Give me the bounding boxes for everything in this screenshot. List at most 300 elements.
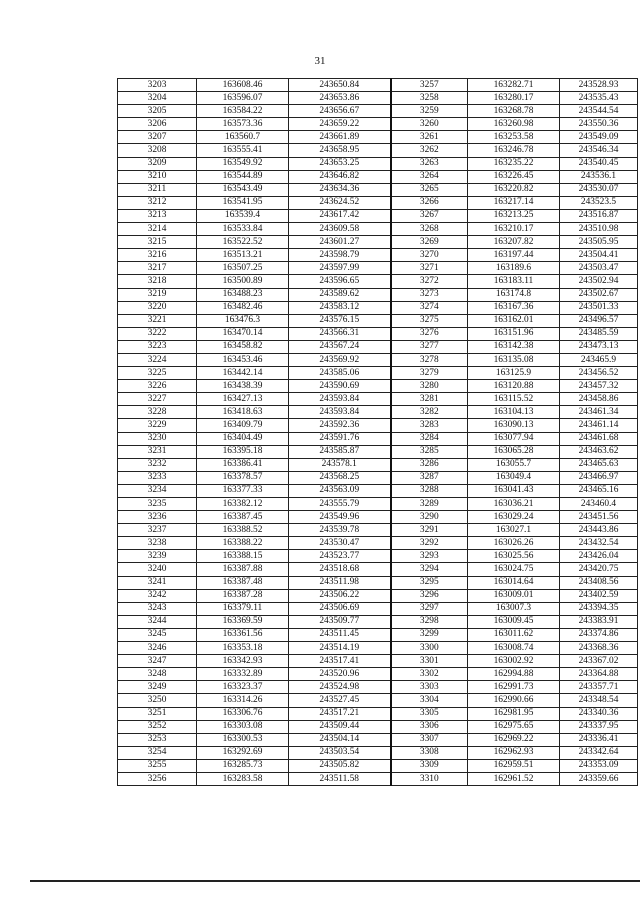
x-coordinate-cell: 163189.6 bbox=[468, 262, 560, 275]
table-row bbox=[118, 498, 638, 511]
table-row bbox=[118, 353, 638, 366]
table-row bbox=[118, 655, 638, 668]
point-number-cell: 3247 bbox=[118, 655, 197, 668]
x-coordinate-cell: 163167.36 bbox=[468, 301, 560, 314]
x-coordinate-cell: 162962.93 bbox=[468, 746, 560, 759]
table-row bbox=[118, 144, 638, 157]
y-coordinate-cell: 243432.54 bbox=[560, 537, 638, 550]
y-coordinate-cell: 243517.21 bbox=[289, 707, 391, 720]
x-coordinate-cell: 163427.13 bbox=[197, 393, 289, 406]
point-number-cell: 3265 bbox=[391, 183, 468, 196]
x-coordinate-cell: 163555.41 bbox=[197, 144, 289, 157]
point-number-cell: 3268 bbox=[391, 223, 468, 236]
y-coordinate-cell: 243461.14 bbox=[560, 419, 638, 432]
x-coordinate-cell: 163280.17 bbox=[468, 92, 560, 105]
point-number-cell: 3240 bbox=[118, 563, 197, 576]
point-number-cell: 3272 bbox=[391, 275, 468, 288]
table-row bbox=[118, 131, 638, 144]
point-number-cell: 3237 bbox=[118, 524, 197, 537]
y-coordinate-cell: 243523.5 bbox=[560, 196, 638, 209]
y-coordinate-cell: 243646.82 bbox=[289, 170, 391, 183]
point-number-cell: 3246 bbox=[118, 642, 197, 655]
table-row bbox=[118, 157, 638, 170]
point-number-cell: 3221 bbox=[118, 314, 197, 327]
y-coordinate-cell: 243502.67 bbox=[560, 288, 638, 301]
y-coordinate-cell: 243374.86 bbox=[560, 628, 638, 641]
x-coordinate-cell: 163235.22 bbox=[468, 157, 560, 170]
y-coordinate-cell: 243514.19 bbox=[289, 642, 391, 655]
table-row bbox=[118, 772, 638, 785]
point-number-cell: 3256 bbox=[118, 772, 197, 785]
y-coordinate-cell: 243527.45 bbox=[289, 694, 391, 707]
x-coordinate-cell: 163378.57 bbox=[197, 471, 289, 484]
table-row bbox=[118, 275, 638, 288]
point-number-cell: 3228 bbox=[118, 406, 197, 419]
table-row bbox=[118, 118, 638, 131]
y-coordinate-cell: 243585.06 bbox=[289, 367, 391, 380]
point-number-cell: 3282 bbox=[391, 406, 468, 419]
x-coordinate-cell: 163125.9 bbox=[468, 367, 560, 380]
x-coordinate-cell: 162994.88 bbox=[468, 668, 560, 681]
point-number-cell: 3231 bbox=[118, 445, 197, 458]
x-coordinate-cell: 163174.8 bbox=[468, 288, 560, 301]
x-coordinate-cell: 163009.01 bbox=[468, 589, 560, 602]
point-number-cell: 3213 bbox=[118, 209, 197, 222]
point-number-cell: 3302 bbox=[391, 668, 468, 681]
table-row bbox=[118, 589, 638, 602]
table-row bbox=[118, 681, 638, 694]
point-number-cell: 3273 bbox=[391, 288, 468, 301]
y-coordinate-cell: 243402.59 bbox=[560, 589, 638, 602]
x-coordinate-cell: 163207.82 bbox=[468, 236, 560, 249]
coordinates-table bbox=[117, 78, 638, 786]
table-row bbox=[118, 223, 638, 236]
y-coordinate-cell: 243624.52 bbox=[289, 196, 391, 209]
x-coordinate-cell: 163292.69 bbox=[197, 746, 289, 759]
point-number-cell: 3224 bbox=[118, 353, 197, 366]
point-number-cell: 3284 bbox=[391, 432, 468, 445]
x-coordinate-cell: 163283.58 bbox=[197, 772, 289, 785]
y-coordinate-cell: 243466.97 bbox=[560, 471, 638, 484]
table-row bbox=[118, 340, 638, 353]
x-coordinate-cell: 162991.73 bbox=[468, 681, 560, 694]
point-number-cell: 3218 bbox=[118, 275, 197, 288]
point-number-cell: 3307 bbox=[391, 733, 468, 746]
y-coordinate-cell: 243530.07 bbox=[560, 183, 638, 196]
y-coordinate-cell: 243336.41 bbox=[560, 733, 638, 746]
y-coordinate-cell: 243501.33 bbox=[560, 301, 638, 314]
point-number-cell: 3261 bbox=[391, 131, 468, 144]
y-coordinate-cell: 243516.87 bbox=[560, 209, 638, 222]
y-coordinate-cell: 243368.36 bbox=[560, 642, 638, 655]
y-coordinate-cell: 243456.52 bbox=[560, 367, 638, 380]
y-coordinate-cell: 243520.96 bbox=[289, 668, 391, 681]
table-row bbox=[118, 105, 638, 118]
y-coordinate-cell: 243544.54 bbox=[560, 105, 638, 118]
y-coordinate-cell: 243505.82 bbox=[289, 759, 391, 772]
x-coordinate-cell: 163332.89 bbox=[197, 668, 289, 681]
point-number-cell: 3217 bbox=[118, 262, 197, 275]
point-number-cell: 3297 bbox=[391, 602, 468, 615]
y-coordinate-cell: 243583.12 bbox=[289, 301, 391, 314]
y-coordinate-cell: 243589.62 bbox=[289, 288, 391, 301]
y-coordinate-cell: 243593.84 bbox=[289, 393, 391, 406]
y-coordinate-cell: 243465.9 bbox=[560, 353, 638, 366]
y-coordinate-cell: 243451.56 bbox=[560, 511, 638, 524]
y-coordinate-cell: 243348.54 bbox=[560, 694, 638, 707]
y-coordinate-cell: 243426.04 bbox=[560, 550, 638, 563]
point-number-cell: 3264 bbox=[391, 170, 468, 183]
point-number-cell: 3263 bbox=[391, 157, 468, 170]
y-coordinate-cell: 243364.88 bbox=[560, 668, 638, 681]
x-coordinate-cell: 163162.01 bbox=[468, 314, 560, 327]
y-coordinate-cell: 243549.09 bbox=[560, 131, 638, 144]
point-number-cell: 3291 bbox=[391, 524, 468, 537]
x-coordinate-cell: 163011.62 bbox=[468, 628, 560, 641]
point-number-cell: 3211 bbox=[118, 183, 197, 196]
x-coordinate-cell: 163369.59 bbox=[197, 615, 289, 628]
point-number-cell: 3244 bbox=[118, 615, 197, 628]
x-coordinate-cell: 163041.43 bbox=[468, 484, 560, 497]
x-coordinate-cell: 163418.63 bbox=[197, 406, 289, 419]
x-coordinate-cell: 162990.66 bbox=[468, 694, 560, 707]
y-coordinate-cell: 243367.02 bbox=[560, 655, 638, 668]
y-coordinate-cell: 243510.98 bbox=[560, 223, 638, 236]
y-coordinate-cell: 243340.36 bbox=[560, 707, 638, 720]
point-number-cell: 3285 bbox=[391, 445, 468, 458]
x-coordinate-cell: 163142.38 bbox=[468, 340, 560, 353]
y-coordinate-cell: 243509.44 bbox=[289, 720, 391, 733]
point-number-cell: 3292 bbox=[391, 537, 468, 550]
point-number-cell: 3295 bbox=[391, 576, 468, 589]
x-coordinate-cell: 163361.56 bbox=[197, 628, 289, 641]
x-coordinate-cell: 163549.92 bbox=[197, 157, 289, 170]
table-row bbox=[118, 759, 638, 772]
point-number-cell: 3251 bbox=[118, 707, 197, 720]
x-coordinate-cell: 163285.73 bbox=[197, 759, 289, 772]
y-coordinate-cell: 243596.65 bbox=[289, 275, 391, 288]
y-coordinate-cell: 243546.34 bbox=[560, 144, 638, 157]
point-number-cell: 3309 bbox=[391, 759, 468, 772]
y-coordinate-cell: 243359.66 bbox=[560, 772, 638, 785]
point-number-cell: 3243 bbox=[118, 602, 197, 615]
y-coordinate-cell: 243353.09 bbox=[560, 759, 638, 772]
y-coordinate-cell: 243524.98 bbox=[289, 681, 391, 694]
point-number-cell: 3280 bbox=[391, 380, 468, 393]
x-coordinate-cell: 163077.94 bbox=[468, 432, 560, 445]
table-row bbox=[118, 642, 638, 655]
x-coordinate-cell: 162981.95 bbox=[468, 707, 560, 720]
x-coordinate-cell: 163303.08 bbox=[197, 720, 289, 733]
point-number-cell: 3227 bbox=[118, 393, 197, 406]
x-coordinate-cell: 163388.15 bbox=[197, 550, 289, 563]
y-coordinate-cell: 243443.86 bbox=[560, 524, 638, 537]
y-coordinate-cell: 243518.68 bbox=[289, 563, 391, 576]
table-row bbox=[118, 196, 638, 209]
point-number-cell: 3254 bbox=[118, 746, 197, 759]
table-row bbox=[118, 236, 638, 249]
point-number-cell: 3296 bbox=[391, 589, 468, 602]
y-coordinate-cell: 243496.57 bbox=[560, 314, 638, 327]
bottom-rule bbox=[30, 880, 640, 882]
table-row bbox=[118, 694, 638, 707]
x-coordinate-cell: 163342.93 bbox=[197, 655, 289, 668]
y-coordinate-cell: 243653.86 bbox=[289, 92, 391, 105]
x-coordinate-cell: 163226.45 bbox=[468, 170, 560, 183]
y-coordinate-cell: 243509.77 bbox=[289, 615, 391, 628]
point-number-cell: 3303 bbox=[391, 681, 468, 694]
x-coordinate-cell: 163543.49 bbox=[197, 183, 289, 196]
y-coordinate-cell: 243634.36 bbox=[289, 183, 391, 196]
point-number-cell: 3245 bbox=[118, 628, 197, 641]
x-coordinate-cell: 163025.56 bbox=[468, 550, 560, 563]
y-coordinate-cell: 243503.47 bbox=[560, 262, 638, 275]
point-number-cell: 3289 bbox=[391, 498, 468, 511]
table-row bbox=[118, 393, 638, 406]
x-coordinate-cell: 163026.26 bbox=[468, 537, 560, 550]
x-coordinate-cell: 163135.08 bbox=[468, 353, 560, 366]
point-number-cell: 3209 bbox=[118, 157, 197, 170]
point-number-cell: 3274 bbox=[391, 301, 468, 314]
table-row bbox=[118, 406, 638, 419]
point-number-cell: 3259 bbox=[391, 105, 468, 118]
point-number-cell: 3287 bbox=[391, 471, 468, 484]
y-coordinate-cell: 243342.64 bbox=[560, 746, 638, 759]
x-coordinate-cell: 163323.37 bbox=[197, 681, 289, 694]
table-row bbox=[118, 484, 638, 497]
point-number-cell: 3305 bbox=[391, 707, 468, 720]
y-coordinate-cell: 243505.95 bbox=[560, 236, 638, 249]
point-number-cell: 3293 bbox=[391, 550, 468, 563]
y-coordinate-cell: 243394.35 bbox=[560, 602, 638, 615]
y-coordinate-cell: 243458.86 bbox=[560, 393, 638, 406]
y-coordinate-cell: 243576.15 bbox=[289, 314, 391, 327]
table-row bbox=[118, 628, 638, 641]
table-row bbox=[118, 79, 638, 92]
y-coordinate-cell: 243569.92 bbox=[289, 353, 391, 366]
y-coordinate-cell: 243563.09 bbox=[289, 484, 391, 497]
table-row bbox=[118, 511, 638, 524]
y-coordinate-cell: 243463.62 bbox=[560, 445, 638, 458]
point-number-cell: 3281 bbox=[391, 393, 468, 406]
x-coordinate-cell: 163049.4 bbox=[468, 471, 560, 484]
x-coordinate-cell: 163482.46 bbox=[197, 301, 289, 314]
y-coordinate-cell: 243592.36 bbox=[289, 419, 391, 432]
y-coordinate-cell: 243585.87 bbox=[289, 445, 391, 458]
x-coordinate-cell: 163388.52 bbox=[197, 524, 289, 537]
point-number-cell: 3283 bbox=[391, 419, 468, 432]
point-number-cell: 3258 bbox=[391, 92, 468, 105]
y-coordinate-cell: 243590.69 bbox=[289, 380, 391, 393]
x-coordinate-cell: 163544.89 bbox=[197, 170, 289, 183]
x-coordinate-cell: 163217.14 bbox=[468, 196, 560, 209]
y-coordinate-cell: 243598.79 bbox=[289, 249, 391, 262]
point-number-cell: 3234 bbox=[118, 484, 197, 497]
y-coordinate-cell: 243656.67 bbox=[289, 105, 391, 118]
y-coordinate-cell: 243539.78 bbox=[289, 524, 391, 537]
y-coordinate-cell: 243485.59 bbox=[560, 327, 638, 340]
coordinates-table-body bbox=[118, 79, 638, 786]
x-coordinate-cell: 162959.51 bbox=[468, 759, 560, 772]
table-row bbox=[118, 720, 638, 733]
x-coordinate-cell: 163596.07 bbox=[197, 92, 289, 105]
x-coordinate-cell: 163353.18 bbox=[197, 642, 289, 655]
x-coordinate-cell: 163533.84 bbox=[197, 223, 289, 236]
point-number-cell: 3286 bbox=[391, 458, 468, 471]
point-number-cell: 3223 bbox=[118, 340, 197, 353]
y-coordinate-cell: 243661.89 bbox=[289, 131, 391, 144]
table-row bbox=[118, 419, 638, 432]
x-coordinate-cell: 162975.65 bbox=[468, 720, 560, 733]
point-number-cell: 3308 bbox=[391, 746, 468, 759]
x-coordinate-cell: 163197.44 bbox=[468, 249, 560, 262]
point-number-cell: 3267 bbox=[391, 209, 468, 222]
table-row bbox=[118, 576, 638, 589]
point-number-cell: 3203 bbox=[118, 79, 197, 92]
y-coordinate-cell: 243591.76 bbox=[289, 432, 391, 445]
point-number-cell: 3219 bbox=[118, 288, 197, 301]
point-number-cell: 3249 bbox=[118, 681, 197, 694]
point-number-cell: 3262 bbox=[391, 144, 468, 157]
point-number-cell: 3270 bbox=[391, 249, 468, 262]
y-coordinate-cell: 243511.45 bbox=[289, 628, 391, 641]
point-number-cell: 3252 bbox=[118, 720, 197, 733]
x-coordinate-cell: 163539.4 bbox=[197, 209, 289, 222]
table-row bbox=[118, 170, 638, 183]
point-number-cell: 3205 bbox=[118, 105, 197, 118]
x-coordinate-cell: 163382.12 bbox=[197, 498, 289, 511]
x-coordinate-cell: 163009.45 bbox=[468, 615, 560, 628]
x-coordinate-cell: 163029.24 bbox=[468, 511, 560, 524]
point-number-cell: 3253 bbox=[118, 733, 197, 746]
table-row bbox=[118, 327, 638, 340]
point-number-cell: 3207 bbox=[118, 131, 197, 144]
point-number-cell: 3215 bbox=[118, 236, 197, 249]
x-coordinate-cell: 163213.25 bbox=[468, 209, 560, 222]
point-number-cell: 3271 bbox=[391, 262, 468, 275]
point-number-cell: 3204 bbox=[118, 92, 197, 105]
x-coordinate-cell: 163260.98 bbox=[468, 118, 560, 131]
x-coordinate-cell: 163476.3 bbox=[197, 314, 289, 327]
point-number-cell: 3225 bbox=[118, 367, 197, 380]
y-coordinate-cell: 243593.84 bbox=[289, 406, 391, 419]
point-number-cell: 3210 bbox=[118, 170, 197, 183]
x-coordinate-cell: 163387.45 bbox=[197, 511, 289, 524]
y-coordinate-cell: 243549.96 bbox=[289, 511, 391, 524]
x-coordinate-cell: 163014.64 bbox=[468, 576, 560, 589]
y-coordinate-cell: 243460.4 bbox=[560, 498, 638, 511]
y-coordinate-cell: 243502.94 bbox=[560, 275, 638, 288]
y-coordinate-cell: 243465.63 bbox=[560, 458, 638, 471]
x-coordinate-cell: 163253.58 bbox=[468, 131, 560, 144]
x-coordinate-cell: 163541.95 bbox=[197, 196, 289, 209]
x-coordinate-cell: 163246.78 bbox=[468, 144, 560, 157]
x-coordinate-cell: 163220.82 bbox=[468, 183, 560, 196]
x-coordinate-cell: 163306.76 bbox=[197, 707, 289, 720]
y-coordinate-cell: 243473.13 bbox=[560, 340, 638, 353]
table-row bbox=[118, 668, 638, 681]
x-coordinate-cell: 163183.11 bbox=[468, 275, 560, 288]
point-number-cell: 3226 bbox=[118, 380, 197, 393]
table-row bbox=[118, 445, 638, 458]
x-coordinate-cell: 163388.22 bbox=[197, 537, 289, 550]
table-row bbox=[118, 314, 638, 327]
point-number-cell: 3206 bbox=[118, 118, 197, 131]
y-coordinate-cell: 243517.41 bbox=[289, 655, 391, 668]
y-coordinate-cell: 243550.36 bbox=[560, 118, 638, 131]
x-coordinate-cell: 163007.3 bbox=[468, 602, 560, 615]
table-row bbox=[118, 471, 638, 484]
y-coordinate-cell: 243461.68 bbox=[560, 432, 638, 445]
point-number-cell: 3212 bbox=[118, 196, 197, 209]
point-number-cell: 3275 bbox=[391, 314, 468, 327]
x-coordinate-cell: 163387.88 bbox=[197, 563, 289, 576]
table-row bbox=[118, 707, 638, 720]
point-number-cell: 3236 bbox=[118, 511, 197, 524]
y-coordinate-cell: 243609.58 bbox=[289, 223, 391, 236]
x-coordinate-cell: 163573.36 bbox=[197, 118, 289, 131]
table-row bbox=[118, 458, 638, 471]
point-number-cell: 3222 bbox=[118, 327, 197, 340]
table-row bbox=[118, 746, 638, 759]
point-number-cell: 3208 bbox=[118, 144, 197, 157]
y-coordinate-cell: 243658.95 bbox=[289, 144, 391, 157]
x-coordinate-cell: 163314.26 bbox=[197, 694, 289, 707]
table-row bbox=[118, 524, 638, 537]
y-coordinate-cell: 243503.54 bbox=[289, 746, 391, 759]
y-coordinate-cell: 243601.27 bbox=[289, 236, 391, 249]
point-number-cell: 3220 bbox=[118, 301, 197, 314]
y-coordinate-cell: 243457.32 bbox=[560, 380, 638, 393]
table-row bbox=[118, 92, 638, 105]
table-row bbox=[118, 563, 638, 576]
point-number-cell: 3294 bbox=[391, 563, 468, 576]
x-coordinate-cell: 162961.52 bbox=[468, 772, 560, 785]
y-coordinate-cell: 243653.25 bbox=[289, 157, 391, 170]
y-coordinate-cell: 243357.71 bbox=[560, 681, 638, 694]
y-coordinate-cell: 243506.69 bbox=[289, 602, 391, 615]
y-coordinate-cell: 243504.41 bbox=[560, 249, 638, 262]
y-coordinate-cell: 243578.1 bbox=[289, 458, 391, 471]
x-coordinate-cell: 163090.13 bbox=[468, 419, 560, 432]
point-number-cell: 3306 bbox=[391, 720, 468, 733]
table-row bbox=[118, 733, 638, 746]
y-coordinate-cell: 243568.25 bbox=[289, 471, 391, 484]
x-coordinate-cell: 163387.28 bbox=[197, 589, 289, 602]
y-coordinate-cell: 243555.79 bbox=[289, 498, 391, 511]
x-coordinate-cell: 163584.22 bbox=[197, 105, 289, 118]
point-number-cell: 3250 bbox=[118, 694, 197, 707]
y-coordinate-cell: 243597.99 bbox=[289, 262, 391, 275]
point-number-cell: 3230 bbox=[118, 432, 197, 445]
x-coordinate-cell: 163024.75 bbox=[468, 563, 560, 576]
x-coordinate-cell: 163104.13 bbox=[468, 406, 560, 419]
point-number-cell: 3304 bbox=[391, 694, 468, 707]
x-coordinate-cell: 163120.88 bbox=[468, 380, 560, 393]
point-number-cell: 3229 bbox=[118, 419, 197, 432]
point-number-cell: 3288 bbox=[391, 484, 468, 497]
point-number-cell: 3279 bbox=[391, 367, 468, 380]
y-coordinate-cell: 243420.75 bbox=[560, 563, 638, 576]
point-number-cell: 3266 bbox=[391, 196, 468, 209]
y-coordinate-cell: 243506.22 bbox=[289, 589, 391, 602]
point-number-cell: 3301 bbox=[391, 655, 468, 668]
point-number-cell: 3232 bbox=[118, 458, 197, 471]
table-row bbox=[118, 262, 638, 275]
x-coordinate-cell: 163210.17 bbox=[468, 223, 560, 236]
x-coordinate-cell: 163470.14 bbox=[197, 327, 289, 340]
point-number-cell: 3276 bbox=[391, 327, 468, 340]
